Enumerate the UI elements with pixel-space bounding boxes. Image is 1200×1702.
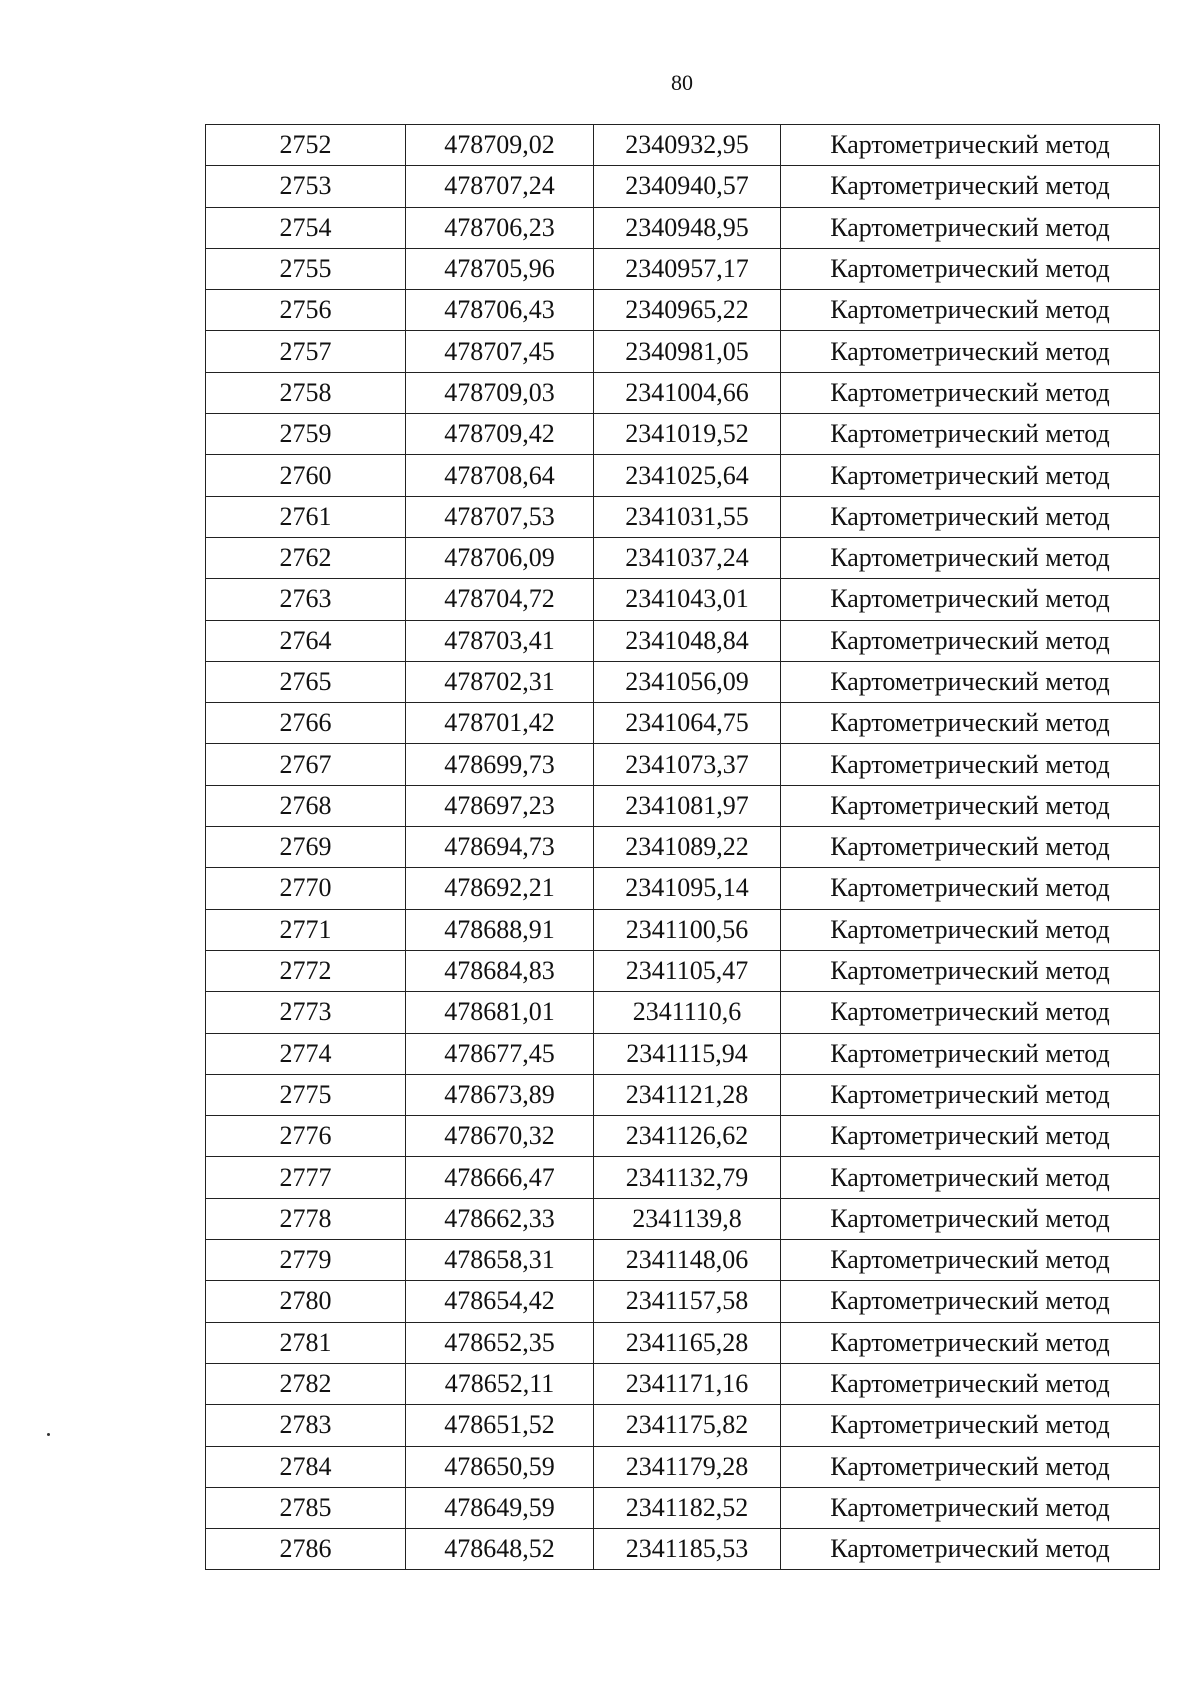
y-coordinate-cell: 2341132,79 — [594, 1157, 781, 1198]
x-coordinate-cell: 478702,31 — [406, 661, 594, 702]
x-coordinate-cell: 478705,96 — [406, 248, 594, 289]
table-row — [206, 579, 1160, 620]
table-row — [206, 125, 1160, 166]
y-coordinate-cell: 2341019,52 — [594, 414, 781, 455]
scan-speck — [47, 1433, 50, 1436]
coordinates-table — [205, 124, 1160, 1570]
table-row — [206, 620, 1160, 661]
point-number-cell: 2763 — [206, 579, 406, 620]
page-number: 80 — [671, 70, 693, 95]
y-coordinate-cell: 2341089,22 — [594, 827, 781, 868]
y-coordinate-cell: 2341157,58 — [594, 1281, 781, 1322]
table-row — [206, 1446, 1160, 1487]
x-coordinate-cell: 478662,33 — [406, 1198, 594, 1239]
y-coordinate-cell: 2340932,95 — [594, 125, 781, 166]
y-coordinate-cell: 2341048,84 — [594, 620, 781, 661]
y-coordinate-cell: 2341165,28 — [594, 1322, 781, 1363]
method-cell: Картометрический метод — [781, 207, 1160, 248]
y-coordinate-cell: 2341126,62 — [594, 1116, 781, 1157]
method-cell: Картометрический метод — [781, 950, 1160, 991]
x-coordinate-cell: 478707,24 — [406, 166, 594, 207]
method-cell: Картометрический метод — [781, 1198, 1160, 1239]
table-row — [206, 1363, 1160, 1404]
method-cell: Картометрический метод — [781, 1116, 1160, 1157]
x-coordinate-cell: 478654,42 — [406, 1281, 594, 1322]
y-coordinate-cell: 2341100,56 — [594, 909, 781, 950]
y-coordinate-cell: 2341004,66 — [594, 372, 781, 413]
method-cell: Картометрический метод — [781, 1281, 1160, 1322]
x-coordinate-cell: 478670,32 — [406, 1116, 594, 1157]
method-cell: Картометрический метод — [781, 496, 1160, 537]
method-cell: Картометрический метод — [781, 1487, 1160, 1528]
table-row — [206, 372, 1160, 413]
table-row — [206, 1487, 1160, 1528]
point-number-cell: 2781 — [206, 1322, 406, 1363]
table-row — [206, 1281, 1160, 1322]
point-number-cell: 2767 — [206, 744, 406, 785]
x-coordinate-cell: 478708,64 — [406, 455, 594, 496]
y-coordinate-cell: 2341064,75 — [594, 703, 781, 744]
x-coordinate-cell: 478707,53 — [406, 496, 594, 537]
method-cell: Картометрический метод — [781, 455, 1160, 496]
point-number-cell: 2757 — [206, 331, 406, 372]
y-coordinate-cell: 2340981,05 — [594, 331, 781, 372]
point-number-cell: 2770 — [206, 868, 406, 909]
point-number-cell: 2760 — [206, 455, 406, 496]
point-number-cell: 2755 — [206, 248, 406, 289]
table-row — [206, 661, 1160, 702]
y-coordinate-cell: 2341043,01 — [594, 579, 781, 620]
x-coordinate-cell: 478666,47 — [406, 1157, 594, 1198]
y-coordinate-cell: 2341121,28 — [594, 1074, 781, 1115]
table-row — [206, 1198, 1160, 1239]
point-number-cell: 2777 — [206, 1157, 406, 1198]
y-coordinate-cell: 2341185,53 — [594, 1529, 781, 1570]
table-row — [206, 1116, 1160, 1157]
table-row — [206, 455, 1160, 496]
x-coordinate-cell: 478709,03 — [406, 372, 594, 413]
table-row — [206, 414, 1160, 455]
y-coordinate-cell: 2341148,06 — [594, 1240, 781, 1281]
x-coordinate-cell: 478703,41 — [406, 620, 594, 661]
table-row — [206, 1074, 1160, 1115]
point-number-cell: 2752 — [206, 125, 406, 166]
table-row — [206, 290, 1160, 331]
point-number-cell: 2786 — [206, 1529, 406, 1570]
y-coordinate-cell: 2340965,22 — [594, 290, 781, 331]
table-row — [206, 909, 1160, 950]
point-number-cell: 2782 — [206, 1363, 406, 1404]
x-coordinate-cell: 478658,31 — [406, 1240, 594, 1281]
x-coordinate-cell: 478706,43 — [406, 290, 594, 331]
method-cell: Картометрический метод — [781, 909, 1160, 950]
point-number-cell: 2762 — [206, 537, 406, 578]
y-coordinate-cell: 2341105,47 — [594, 950, 781, 991]
table-row — [206, 496, 1160, 537]
method-cell: Картометрический метод — [781, 1529, 1160, 1570]
table-row — [206, 868, 1160, 909]
x-coordinate-cell: 478684,83 — [406, 950, 594, 991]
x-coordinate-cell: 478692,21 — [406, 868, 594, 909]
point-number-cell: 2785 — [206, 1487, 406, 1528]
y-coordinate-cell: 2341175,82 — [594, 1405, 781, 1446]
method-cell: Картометрический метод — [781, 868, 1160, 909]
method-cell: Картометрический метод — [781, 125, 1160, 166]
point-number-cell: 2784 — [206, 1446, 406, 1487]
method-cell: Картометрический метод — [781, 290, 1160, 331]
point-number-cell: 2764 — [206, 620, 406, 661]
method-cell: Картометрический метод — [781, 703, 1160, 744]
table-row — [206, 1240, 1160, 1281]
table-row — [206, 248, 1160, 289]
method-cell: Картометрический метод — [781, 1405, 1160, 1446]
table-row — [206, 1322, 1160, 1363]
point-number-cell: 2775 — [206, 1074, 406, 1115]
point-number-cell: 2778 — [206, 1198, 406, 1239]
y-coordinate-cell: 2341073,37 — [594, 744, 781, 785]
table-row — [206, 1529, 1160, 1570]
method-cell: Картометрический метод — [781, 331, 1160, 372]
y-coordinate-cell: 2341182,52 — [594, 1487, 781, 1528]
x-coordinate-cell: 478701,42 — [406, 703, 594, 744]
table-row — [206, 992, 1160, 1033]
x-coordinate-cell: 478648,52 — [406, 1529, 594, 1570]
point-number-cell: 2780 — [206, 1281, 406, 1322]
point-number-cell: 2758 — [206, 372, 406, 413]
table-row — [206, 1405, 1160, 1446]
method-cell: Картометрический метод — [781, 1074, 1160, 1115]
method-cell: Картометрический метод — [781, 1240, 1160, 1281]
table-row — [206, 827, 1160, 868]
x-coordinate-cell: 478650,59 — [406, 1446, 594, 1487]
coordinates-table-body — [206, 125, 1160, 1570]
point-number-cell: 2756 — [206, 290, 406, 331]
point-number-cell: 2769 — [206, 827, 406, 868]
table-row — [206, 166, 1160, 207]
x-coordinate-cell: 478652,35 — [406, 1322, 594, 1363]
y-coordinate-cell: 2341025,64 — [594, 455, 781, 496]
x-coordinate-cell: 478651,52 — [406, 1405, 594, 1446]
method-cell: Картометрический метод — [781, 827, 1160, 868]
table-row — [206, 537, 1160, 578]
x-coordinate-cell: 478707,45 — [406, 331, 594, 372]
y-coordinate-cell: 2341139,8 — [594, 1198, 781, 1239]
y-coordinate-cell: 2340948,95 — [594, 207, 781, 248]
point-number-cell: 2753 — [206, 166, 406, 207]
point-number-cell: 2772 — [206, 950, 406, 991]
method-cell: Картометрический метод — [781, 1322, 1160, 1363]
method-cell: Картометрический метод — [781, 620, 1160, 661]
x-coordinate-cell: 478688,91 — [406, 909, 594, 950]
point-number-cell: 2771 — [206, 909, 406, 950]
y-coordinate-cell: 2341110,6 — [594, 992, 781, 1033]
method-cell: Картометрический метод — [781, 1363, 1160, 1404]
y-coordinate-cell: 2341037,24 — [594, 537, 781, 578]
x-coordinate-cell: 478673,89 — [406, 1074, 594, 1115]
x-coordinate-cell: 478706,23 — [406, 207, 594, 248]
y-coordinate-cell: 2341095,14 — [594, 868, 781, 909]
table-row — [206, 703, 1160, 744]
table-row — [206, 1157, 1160, 1198]
y-coordinate-cell: 2341031,55 — [594, 496, 781, 537]
y-coordinate-cell: 2341179,28 — [594, 1446, 781, 1487]
table-row — [206, 950, 1160, 991]
point-number-cell: 2768 — [206, 785, 406, 826]
x-coordinate-cell: 478704,72 — [406, 579, 594, 620]
x-coordinate-cell: 478706,09 — [406, 537, 594, 578]
table-row — [206, 331, 1160, 372]
x-coordinate-cell: 478677,45 — [406, 1033, 594, 1074]
y-coordinate-cell: 2340957,17 — [594, 248, 781, 289]
method-cell: Картометрический метод — [781, 1446, 1160, 1487]
method-cell: Картометрический метод — [781, 166, 1160, 207]
x-coordinate-cell: 478697,23 — [406, 785, 594, 826]
y-coordinate-cell: 2341115,94 — [594, 1033, 781, 1074]
x-coordinate-cell: 478681,01 — [406, 992, 594, 1033]
method-cell: Картометрический метод — [781, 579, 1160, 620]
point-number-cell: 2761 — [206, 496, 406, 537]
method-cell: Картометрический метод — [781, 1157, 1160, 1198]
y-coordinate-cell: 2341056,09 — [594, 661, 781, 702]
x-coordinate-cell: 478709,02 — [406, 125, 594, 166]
method-cell: Картометрический метод — [781, 785, 1160, 826]
method-cell: Картометрический метод — [781, 372, 1160, 413]
y-coordinate-cell: 2341081,97 — [594, 785, 781, 826]
table-row — [206, 744, 1160, 785]
method-cell: Картометрический метод — [781, 414, 1160, 455]
point-number-cell: 2759 — [206, 414, 406, 455]
table-row — [206, 1033, 1160, 1074]
method-cell: Картометрический метод — [781, 537, 1160, 578]
x-coordinate-cell: 478652,11 — [406, 1363, 594, 1404]
point-number-cell: 2783 — [206, 1405, 406, 1446]
point-number-cell: 2773 — [206, 992, 406, 1033]
y-coordinate-cell: 2340940,57 — [594, 166, 781, 207]
y-coordinate-cell: 2341171,16 — [594, 1363, 781, 1404]
method-cell: Картометрический метод — [781, 248, 1160, 289]
point-number-cell: 2766 — [206, 703, 406, 744]
x-coordinate-cell: 478709,42 — [406, 414, 594, 455]
x-coordinate-cell: 478699,73 — [406, 744, 594, 785]
method-cell: Картометрический метод — [781, 661, 1160, 702]
point-number-cell: 2754 — [206, 207, 406, 248]
table-row — [206, 207, 1160, 248]
method-cell: Картометрический метод — [781, 1033, 1160, 1074]
method-cell: Картометрический метод — [781, 744, 1160, 785]
point-number-cell: 2765 — [206, 661, 406, 702]
x-coordinate-cell: 478694,73 — [406, 827, 594, 868]
table-row — [206, 785, 1160, 826]
x-coordinate-cell: 478649,59 — [406, 1487, 594, 1528]
point-number-cell: 2779 — [206, 1240, 406, 1281]
point-number-cell: 2776 — [206, 1116, 406, 1157]
method-cell: Картометрический метод — [781, 992, 1160, 1033]
point-number-cell: 2774 — [206, 1033, 406, 1074]
